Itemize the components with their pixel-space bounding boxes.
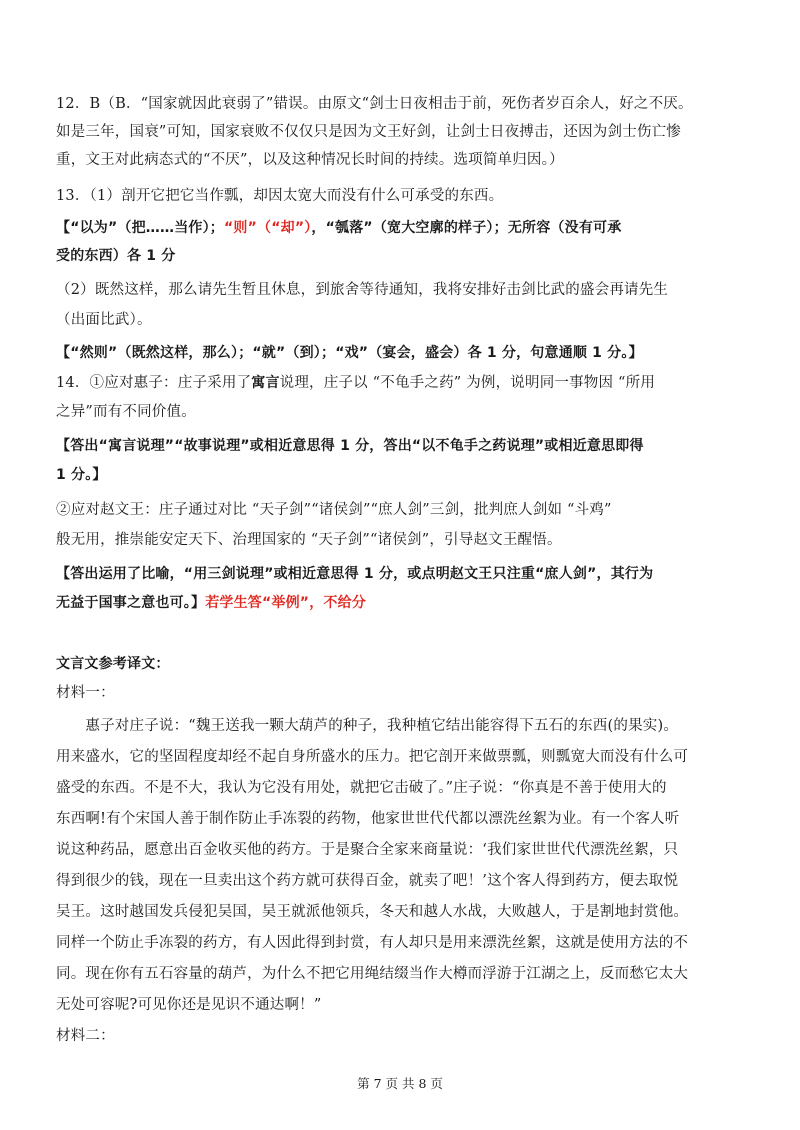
material-1-line: 盛受的东西。不是不大，我认为它没有用处，就把它击破了。”庄子说：“你真是不善于使用大的 — [56, 780, 667, 796]
q12-line-3: 重，文王对此病态式的“不厌”，以及这种情况长时间的持续。选项简单归因。） — [56, 152, 564, 168]
material-1-line: 无处可容呢?可见你还是见识不通达啊！” — [56, 997, 322, 1013]
q14-1-text-b: 说理，庄子以 “不龟手之药” 为例，说明同一事物因 “所用 — [279, 375, 656, 391]
q13-1-rubric-line-1 — [56, 218, 621, 238]
material-1-line: 得到很少的钱，现在一旦卖出这个药方就可获得百金，就卖了吧！’这个客人得到药方，便去取悦 — [56, 873, 679, 889]
q13-1-rubric-red: “则”（“却”） — [224, 220, 312, 236]
q14-1-line-2: 之异”而有不同价值。 — [56, 404, 196, 420]
q12-line-2: 如是三年，国衰”可知，国家衰败不仅仅只是因为文王好剑，让剑士日夜搏击，还因为剑士伤亡惨 — [56, 124, 682, 140]
q13-2-line-1: （2）既然这样，那么请先生暂且休息，到旅舍等待通知，我将安排好击剑比武的盛会再请先生 — [56, 282, 669, 298]
material-1-line: 用来盛水，它的坚固程度却经不起自身所盛水的压力。把它剖开来做票瓢，则瓢宽大而没有什么可 — [56, 749, 689, 765]
q14-2-rubric-black: 无益于国事之意也可。】 — [56, 595, 206, 611]
material-1-line: 同样一个防止手冻裂的药方，有人因此得到封赏，有人却只是用来漂洗丝絮，这就是使用方法的不 — [56, 935, 689, 951]
material-1-line: 吴王。这时越国发兵侵犯吴国，吴王就派他领兵，冬天和越人水战，大败越人，于是割地封赏他。 — [56, 904, 689, 920]
q14-2-rubric-red: 若学生答“举例”，不给分 — [205, 595, 367, 611]
q13-1-answer: 13．（1）剖开它把它当作瓢，却因太宽大而没有什么可承受的东西。 — [56, 188, 504, 204]
material-1-line: 惠子对庄子说：“魏王送我一颗大葫芦的种子，我种植它结出能容得下五石的东西(的果实)。 — [56, 718, 679, 734]
q14-1-rubric-line-2: 1 分。】 — [56, 467, 107, 483]
q13-2-line-2: （出面比武）。 — [56, 312, 152, 328]
q12-line-1: 12．B（B．“国家就因此衰弱了”错误。由原文“剑士日夜相击于前，死伤者岁百余人，好之不厌。 — [56, 96, 693, 112]
material-2-label: 材料二： — [56, 1028, 115, 1044]
q14-1-bold: 寓言 — [251, 375, 280, 391]
q14-2-line-2: 般无用，推崇能安定天下、治理国家的 “天子剑”“诸侯剑”，引导赵文王醒悟。 — [56, 532, 562, 548]
q14-2-rubric-line-2 — [56, 593, 366, 613]
material-1-line: 东西啊!有个宋国人善于制作防止手冻裂的药物，他家世世代代都以漂洗丝絮为业。有一个客人听 — [56, 811, 680, 827]
material-1-line: 说这种药品，愿意出百金收买他的药方。于是聚合全家来商量说：‘我们家世世代代漂洗丝絮，只 — [56, 842, 679, 858]
q14-1-rubric-line-1: 【答出“寓言说理”“故事说理”或相近意思得 1 分，答出“以不龟手之药说理”或相近意思即得 — [56, 438, 644, 454]
q14-1-line-1 — [56, 373, 655, 393]
translation-heading: 文言文参考译文： — [56, 656, 170, 672]
q13-2-rubric: 【“然则”（既然这样，那么）；“就”（到）；“戏”（宴会，盛会）各 1 分，句意通顺 1 分。】 — [56, 345, 643, 361]
q14-2-rubric-line-1: 【答出运用了比喻，“用三剑说理”或相近意思得 1 分，或点明赵文王只注重“庶人剑”，其行为 — [56, 566, 654, 582]
material-1-label: 材料一： — [56, 685, 115, 701]
q14-1-text-a: 14．①应对惠子：庄子采用了 — [56, 375, 252, 391]
q13-1-rubric-line-2: 受的东西）各 1 分 — [56, 248, 176, 264]
page-footer: 第 7 页 共 8 页 — [357, 1076, 443, 1091]
material-1-line: 同。现在你有五石容量的葫芦，为什么不把它用绳结缀当作大樽而浮游于江湖之上，反而愁它太大 — [56, 966, 689, 982]
q13-1-rubric-part-3: ，“瓠落”（宽大空廓的样子）；无所容（没有可承 — [311, 220, 622, 236]
q14-2-line-1: ②应对赵文王：庄子通过对比 “天子剑”“诸侯剑”“庶人剑”三剑，批判庶人剑如 “斗鸡” — [56, 502, 612, 518]
q13-1-rubric-part-1: 【“以为”（把……当作）； — [56, 220, 225, 236]
